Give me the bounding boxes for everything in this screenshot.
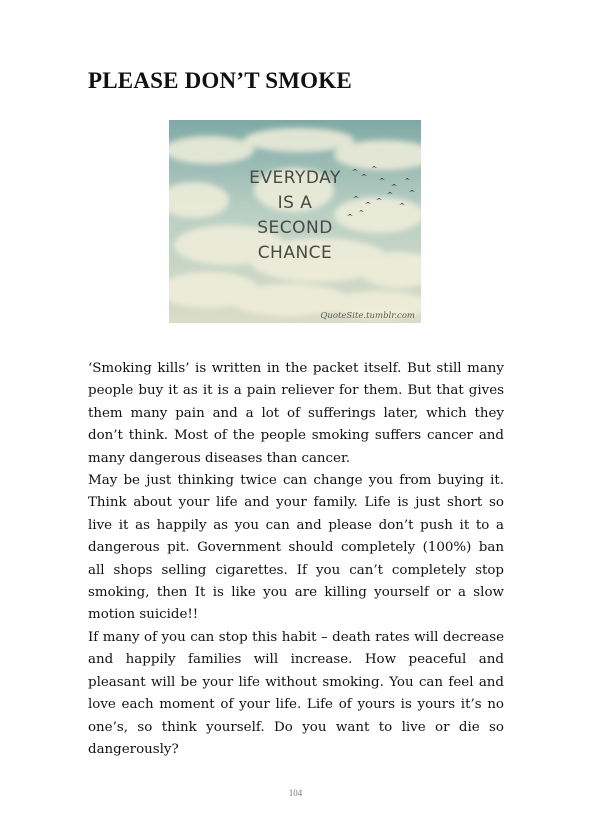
paragraph-1: ‘Smoking kills’ is written in the packet itself. But still many people buy it as it is a pain reliever for them. But that gives them many pain and a lot of sufferings later, which they don’t think. Most of the people smoking suffers cancer and many dangerous diseases than cancer. [88,361,504,466]
quote-line-4: CHANCE [257,243,333,263]
page-number: 104 [288,788,303,798]
paragraph-2: May be just thinking twice can change you from buying it. Think about your life and your family. Life is just short so live it as happily as you can and please don’t push it to a dangerous pit. Government should completely (100%) ban all shops selling cigarettes. If you can’t completely stop smoking, then It is like you are killing yourself or a slow motion suicide!! [88,473,504,623]
image-watermark: QuoteSite.tumblr.com [320,311,415,321]
quote-image [169,120,421,323]
quote-line-2: IS A [277,193,313,213]
quote-line-1: EVERYDAY [249,168,341,188]
paragraph-3: If many of you can stop this habit – death rates will decrease and happily families will increase. How peaceful and pleasant will be your life without smoking. You can feel and love each moment of your life. Life of yours is yours it’s no one’s, so think yourself. Do you want to live or die so dangerously? [88,629,504,757]
article-body [88,358,504,761]
quote-line-3: SECOND [257,218,333,238]
page-title: PLEASE DON’T SMOKE [88,68,352,93]
